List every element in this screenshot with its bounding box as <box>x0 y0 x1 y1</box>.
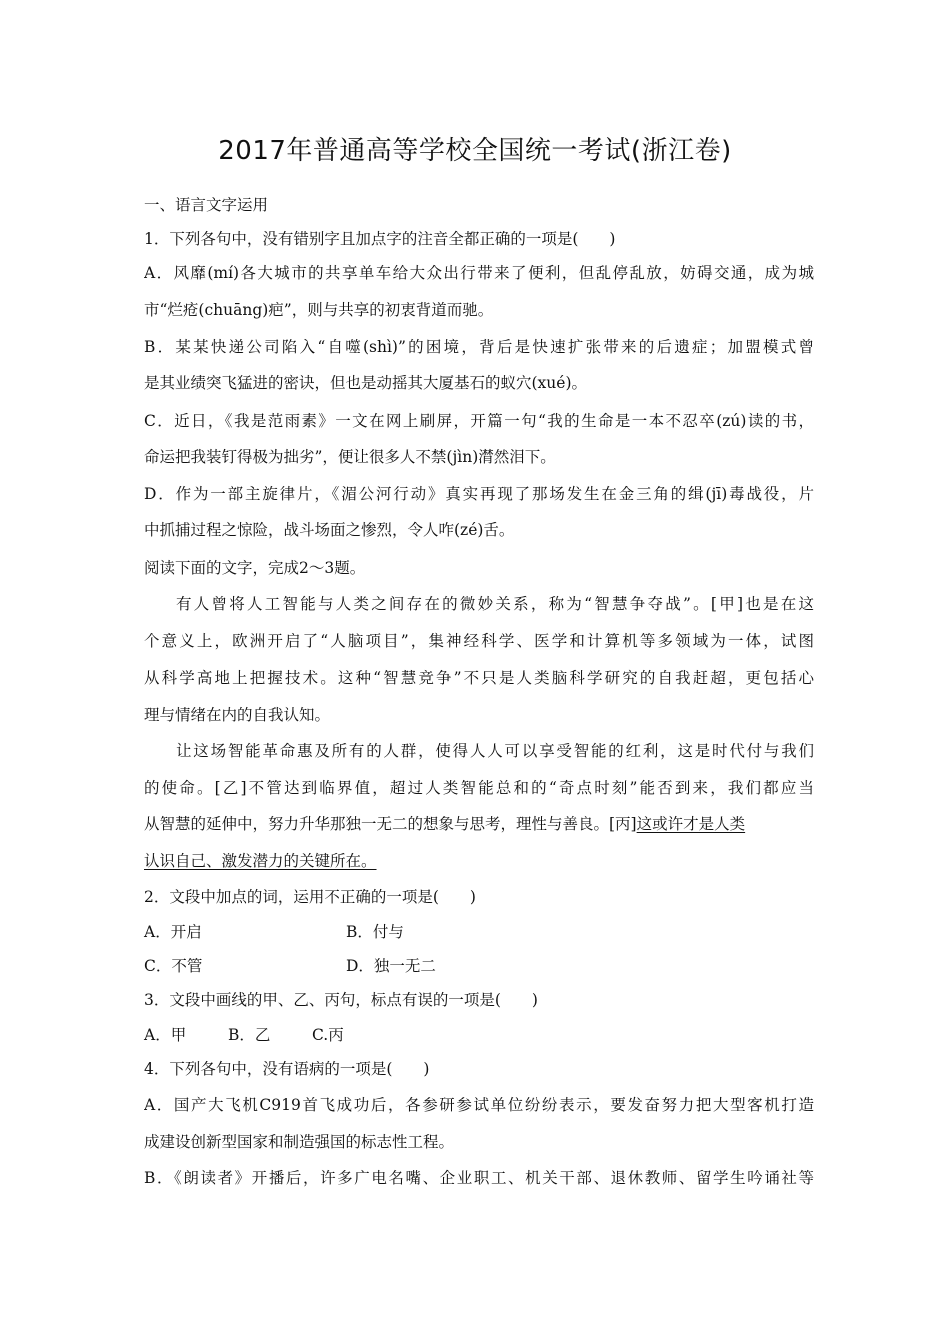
question-2-option-c: C．不管 <box>144 957 203 975</box>
question-1-option-d: D．作为一部主旋律片，《湄公河行动》真实再现了那场发生在金三角的缉(jī)毒战役，片 <box>144 485 814 503</box>
question-1-option-d-cont: 中抓捕过程之惊险，战斗场面之惨烈，令人咋(zé)舌。 <box>144 521 515 539</box>
question-4-option-b: B．《朗读者》开播后，许多广电名嘴、企业职工、机关干部、退休教师、留学生吟诵社等 <box>144 1169 814 1187</box>
passage-p1-line1: 有人曾将人工智能与人类之间存在的微妙关系，称为“智慧争夺战”。[甲]也是在这 <box>176 595 814 613</box>
question-3-option-a: A．甲 <box>144 1026 187 1044</box>
underlined-sentence-c: 这或许才是人类 <box>636 815 746 833</box>
question-1-option-b: B．某某快递公司陷入“自噬(shì)”的困境，背后是快速扩张带来的后遗症；加盟模式曾 <box>144 338 814 356</box>
question-2-option-b: B．付与 <box>346 923 404 941</box>
passage-p2-line2: 的使命。[乙]不管达到临界值，超过人类智能总和的“奇点时刻”能否到来，我们都应当 <box>144 779 814 797</box>
question-3-option-c: C.丙 <box>312 1026 344 1044</box>
page-title: 2017年普通高等学校全国统一考试(浙江卷) <box>218 136 732 166</box>
question-1-option-a: A．风靡(mí)各大城市的共享单车给大众出行带来了便利，但乱停乱放，妨碍交通，成为城 <box>144 264 814 282</box>
question-1-option-a-cont: 市“烂疮(chuāng)疤”，则与共享的初衷背道而驰。 <box>144 301 494 319</box>
question-2-option-a: A．开启 <box>144 923 202 941</box>
question-2-stem: 2．文段中加点的词，运用不正确的一项是( ) <box>144 888 476 906</box>
passage-p2-line4 <box>144 851 814 871</box>
question-1-option-b-cont: 是其业绩突飞猛进的密诀，但也是动摇其大厦基石的蚁穴(xué)。 <box>144 374 587 392</box>
question-1-option-c: C．近日，《我是范雨素》一文在网上刷屏，开篇一句“我的生命是一本不忍卒(zú)读的书， <box>144 412 814 430</box>
section-heading: 一、语言文字运用 <box>144 196 269 214</box>
question-1-stem: 1．下列各句中，没有错别字且加点字的注音全都正确的一项是( ) <box>144 230 616 248</box>
passage-p2-line1: 让这场智能革命惠及所有的人群，使得人人可以享受智能的红利，这是时代付与我们 <box>176 742 814 760</box>
question-3-option-b: B．乙 <box>228 1026 271 1044</box>
passage-p1-line2: 个意义上，欧洲开启了“人脑项目”，集神经科学、医学和计算机等多领域为一体，试图 <box>144 632 814 650</box>
question-4-option-a-cont: 成建设创新型国家和制造强国的标志性工程。 <box>144 1133 455 1151</box>
question-2-option-d: D．独一无二 <box>346 957 436 975</box>
passage-p2-line3 <box>144 814 814 834</box>
passage-p1-line3: 从科学高地上把握技术。这种“智慧竞争”不只是人类脑科学研究的自我赶超，更包括心 <box>144 669 814 687</box>
question-4-stem: 4．下列各句中，没有语病的一项是( ) <box>144 1060 430 1078</box>
passage-p1-line4: 理与情绪在内的自我认知。 <box>144 706 331 724</box>
reading-instruction: 阅读下面的文字，完成2～3题。 <box>144 559 366 577</box>
question-1-option-c-cont: 命运把我装钉得极为拙劣”，便让很多人不禁(jìn)潸然泪下。 <box>144 448 556 466</box>
question-4-option-a: A．国产大飞机C919首飞成功后，各参研参试单位纷纷表示，要发奋努力把大型客机打造 <box>144 1096 814 1114</box>
question-3-stem: 3．文段中画线的甲、乙、丙句，标点有误的一项是( ) <box>144 991 538 1009</box>
passage-p2-line3-text: 从智慧的延伸中，努力升华那独一无二的想象与思考，理性与善良。[丙] <box>144 815 637 833</box>
underlined-sentence-c-cont: 认识自己、激发潜力的关键所在。 <box>144 852 377 870</box>
